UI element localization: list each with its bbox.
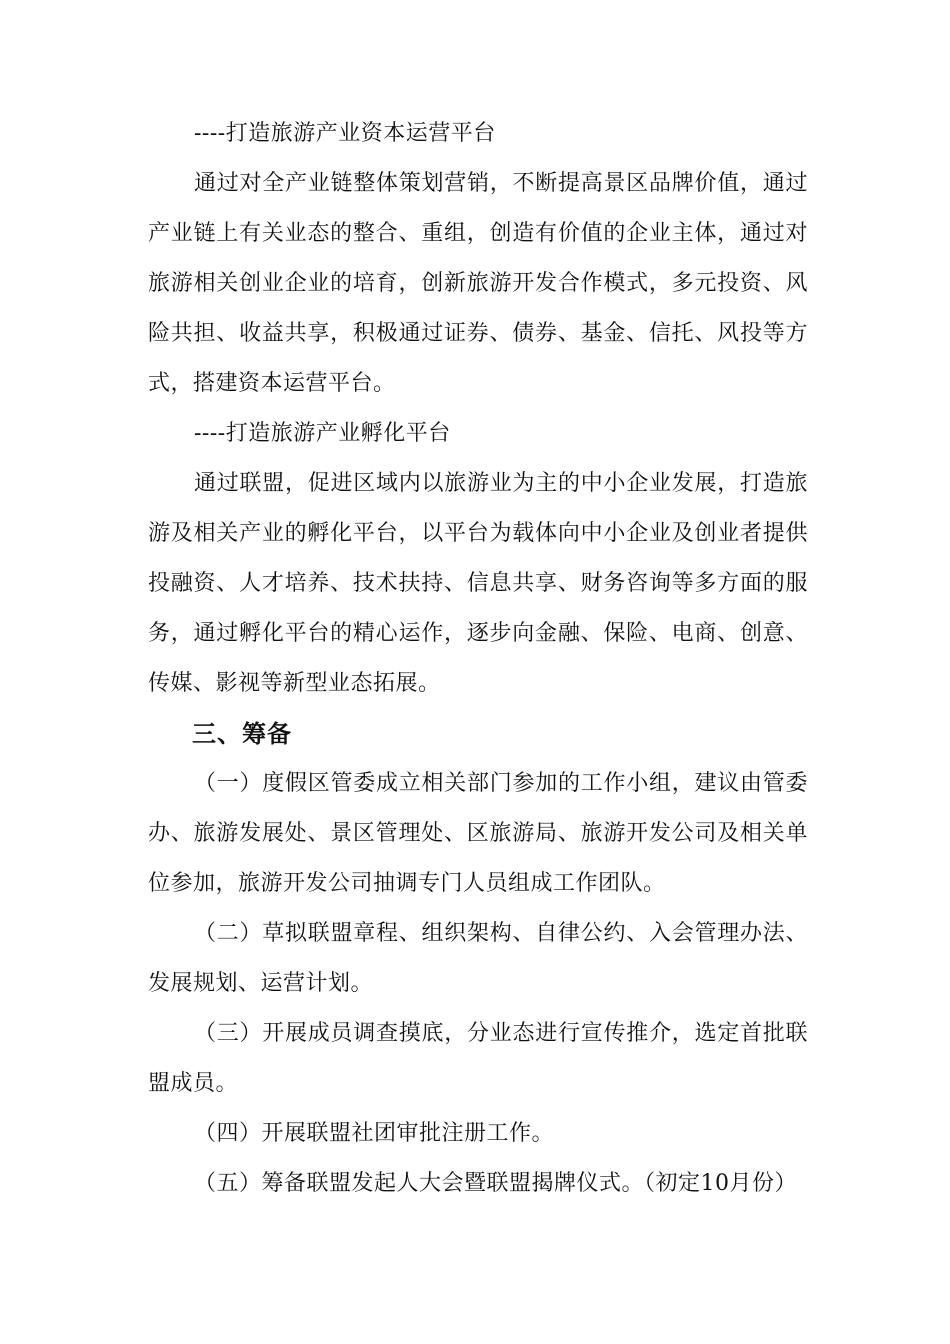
section-heading-preparation: 三、筹备 <box>192 720 292 748</box>
list-item-2: （二）草拟联盟章程、组织架构、自律公约、入会管理办法、发展规划、运营计划。 <box>148 921 808 996</box>
list-item-1: （一）度假区管委成立相关部门参加的工作小组，建议由管委办、旅游发展处、景区管理处、区旅游局、旅游开发公司及相关单位参加，旅游开发公司抽调专门人员组成工作团队。 <box>148 771 808 896</box>
list-item-4: （四）开展联盟社团审批注册工作。 <box>194 1121 555 1146</box>
list-item-3: （三）开展成员调查摸底，分业态进行宣传推介，选定首批联盟成员。 <box>148 1021 808 1096</box>
subheading-incubation-platform: ----打造旅游产业孵化平台 <box>194 421 451 446</box>
subheading-capital-platform: ----打造旅游产业资本运营平台 <box>194 121 496 146</box>
list-item-5: （五）筹备联盟发起人大会暨联盟揭牌仪式。（初定10月份） <box>194 1171 797 1196</box>
paragraph-incubation-platform: 通过联盟，促进区域内以旅游业为主的中小企业发展，打造旅游及相关产业的孵化平台，以平台为载体向中小企业及创业者提供投融资、人才培养、技术扶持、信息共享、财务咨询等多方面的服务，通过孵化平台的精心运作，逐步向金融、保险、电商、创意、传媒、影视等新型业态拓展。 <box>148 471 808 696</box>
paragraph-capital-platform: 通过对全产业链整体策划营销，不断提高景区品牌价值，通过产业链上有关业态的整合、重组，创造有价值的企业主体，通过对旅游相关创业企业的培育，创新旅游开发合作模式，多元投资、风险共担、收益共享，积极通过证券、债券、基金、信托、风投等方式，搭建资本运营平台。 <box>148 171 808 396</box>
